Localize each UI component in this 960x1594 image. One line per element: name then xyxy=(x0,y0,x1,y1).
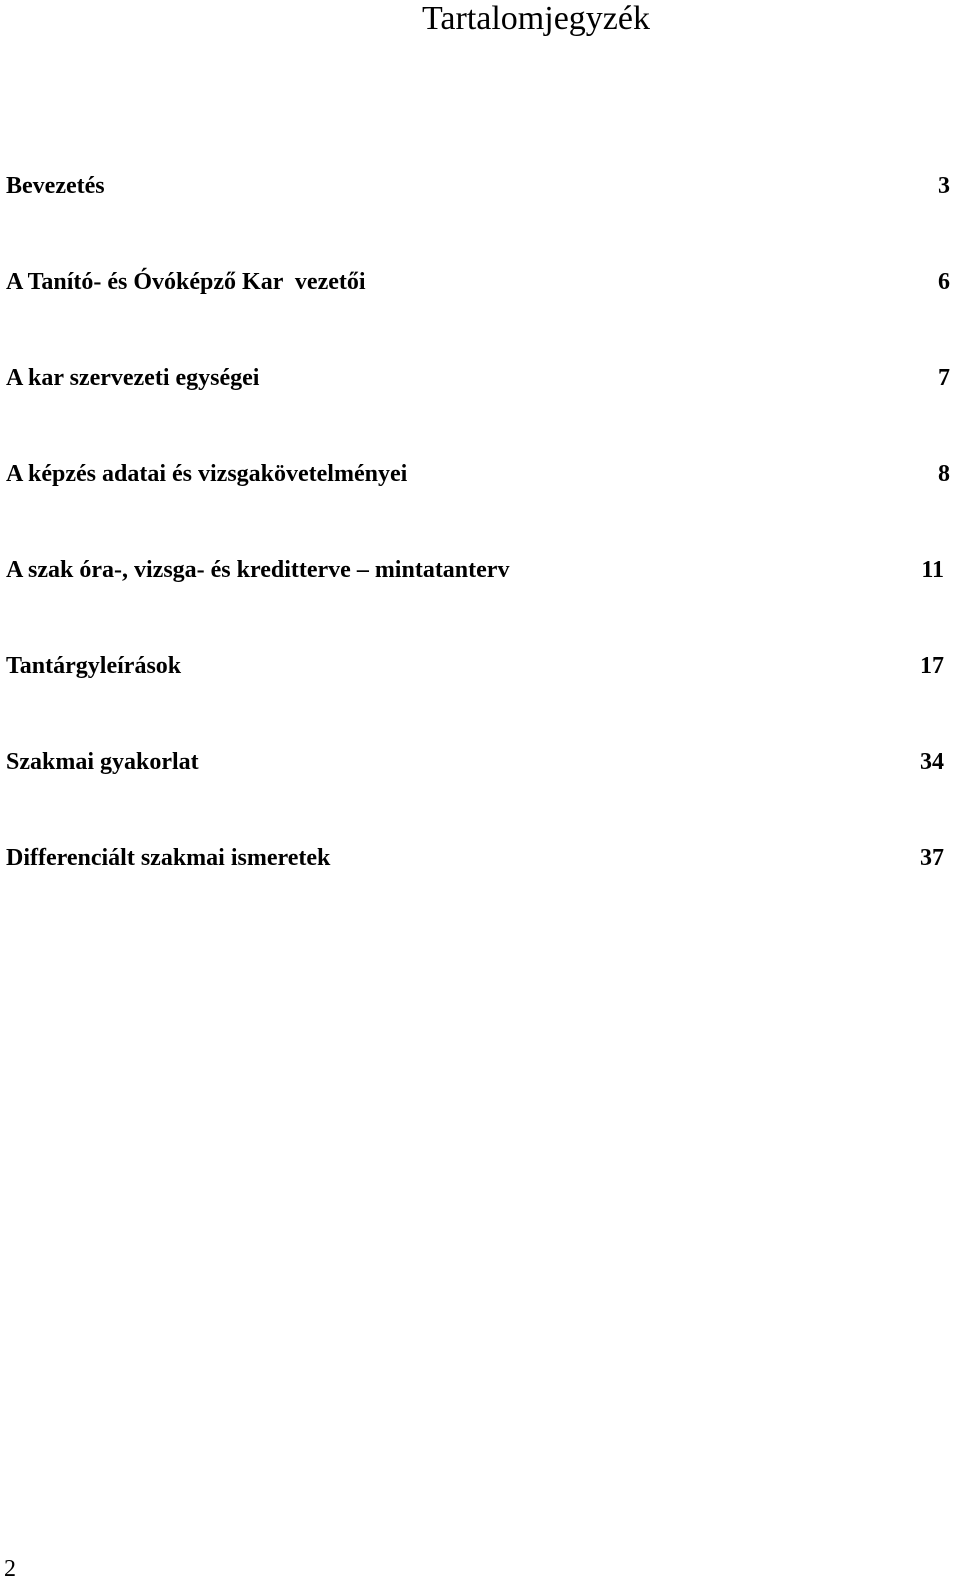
page-number: 2 xyxy=(4,1556,16,1582)
toc-entry-szakmai-gyakorlat[interactable] xyxy=(6,746,950,842)
table-of-contents xyxy=(6,170,950,938)
toc-entry-kar-vezetoi[interactable] xyxy=(6,266,950,362)
toc-entry-tantargyleirasok[interactable] xyxy=(6,650,950,746)
toc-entry-szervezeti-egysegek[interactable] xyxy=(6,362,950,458)
toc-entry-label: A kar szervezeti egységei xyxy=(6,365,260,391)
toc-entry-page-number: 3 xyxy=(938,173,950,199)
toc-entry-differencialt-ismeretek[interactable] xyxy=(6,842,950,938)
toc-entry-bevezetes[interactable] xyxy=(6,170,950,266)
toc-entry-label: A képzés adatai és vizsgakövetelményei xyxy=(6,461,408,487)
toc-entry-mintatanterv[interactable] xyxy=(6,554,950,650)
toc-entry-page-number: 17 xyxy=(920,653,944,679)
toc-entry-label: Szakmai gyakorlat xyxy=(6,749,199,775)
toc-entry-label: A szak óra-, vizsga- és kreditterve – mintatanterv xyxy=(6,557,510,583)
toc-entry-page-number: 11 xyxy=(921,557,944,583)
page-title: Tartalomjegyzék xyxy=(422,0,650,37)
toc-entry-page-number: 34 xyxy=(920,749,944,775)
toc-entry-label: A Tanító- és Óvóképző Kar vezetői xyxy=(6,269,366,295)
toc-entry-label: Bevezetés xyxy=(6,173,105,199)
toc-entry-page-number: 37 xyxy=(920,845,944,871)
toc-entry-page-number: 8 xyxy=(938,461,950,487)
toc-entry-label: Tantárgyleírások xyxy=(6,653,182,679)
toc-entry-page-number: 7 xyxy=(938,365,950,391)
toc-entry-kepzes-adatai[interactable] xyxy=(6,458,950,554)
toc-entry-label: Differenciált szakmai ismeretek xyxy=(6,845,331,871)
toc-entry-page-number: 6 xyxy=(938,269,950,295)
